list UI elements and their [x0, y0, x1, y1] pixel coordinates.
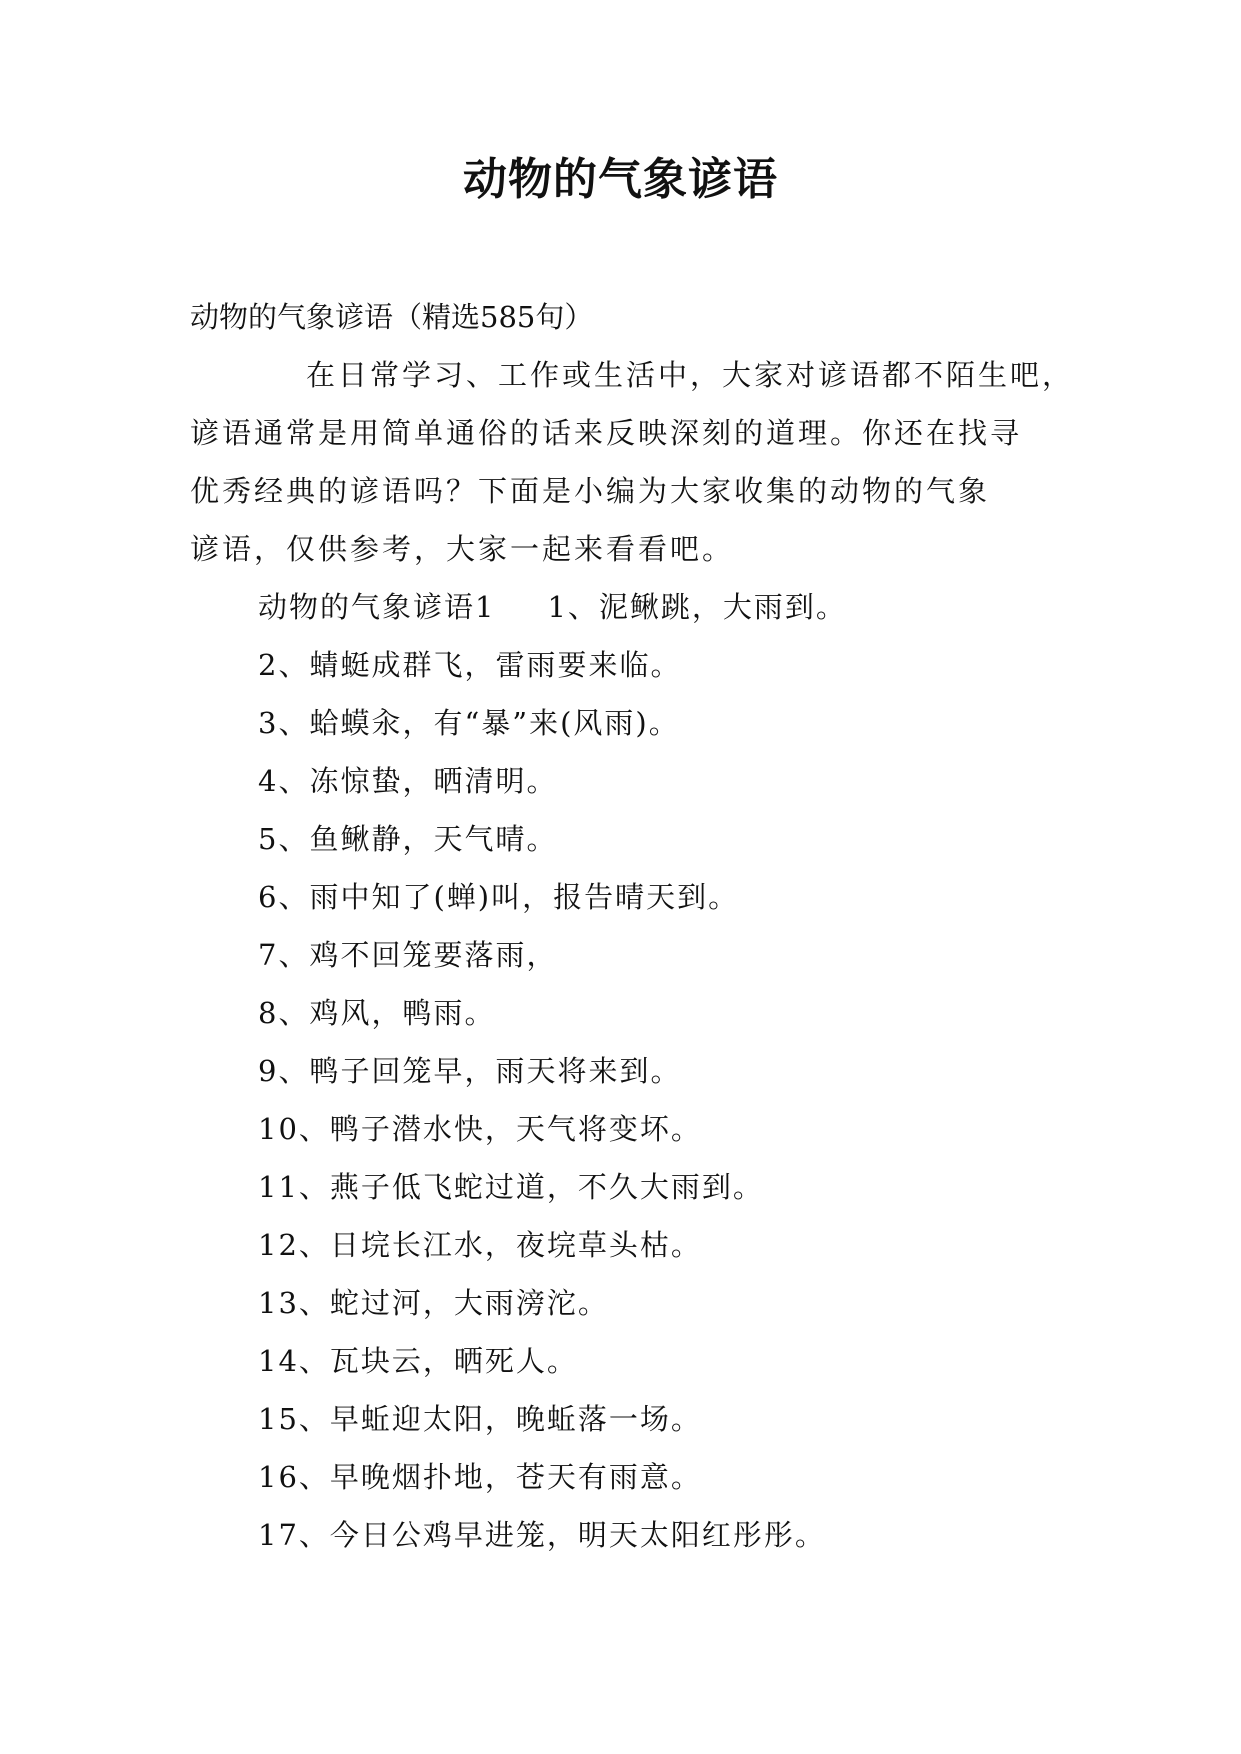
list-item: 1、泥鳅跳，大雨到。	[547, 590, 847, 624]
intro-line: 谚语通常是用简单通俗的话来反映深刻的道理。你还在找寻	[190, 416, 1023, 450]
intro-line: 谚语，仅供参考，大家一起来看看吧。	[190, 532, 735, 566]
list-item: 6、雨中知了(蝉)叫，报告晴天到。	[258, 880, 740, 914]
list-item: 12、日垸长江水，夜垸草头枯。	[258, 1228, 702, 1262]
intro-line: 优秀经典的谚语吗？下面是小编为大家收集的动物的气象	[190, 474, 991, 508]
section-heading: 动物的气象谚语1	[258, 590, 496, 624]
list-item: 4、冻惊蛰，晒清明。	[258, 764, 558, 798]
list-item: 14、瓦块云，晒死人。	[258, 1344, 578, 1378]
list-item: 2、蜻蜓成群飞，雷雨要来临。	[258, 648, 682, 682]
list-item: 15、早蚯迎太阳，晚蚯落一场。	[258, 1402, 702, 1436]
list-item: 3、蛤蟆汆，有“暴”来(风雨)。	[258, 706, 680, 740]
section-line	[190, 578, 1070, 636]
intro-line: 在日常学习、工作或生活中，大家对谚语都不陌生吧，	[306, 358, 1075, 392]
list-item: 11、燕子低飞蛇过道，不久大雨到。	[258, 1170, 764, 1204]
document-title: 动物的气象谚语	[463, 154, 778, 205]
list-item: 5、鱼鳅静，天气晴。	[258, 822, 558, 856]
list-item: 8、鸡风，鸭雨。	[258, 996, 496, 1030]
list-item: 10、鸭子潜水快，天气将变坏。	[258, 1112, 702, 1146]
document-body	[190, 288, 1075, 1564]
list-item: 9、鸭子回笼早，雨天将来到。	[258, 1054, 682, 1088]
list-item: 16、早晚烟扑地，苍天有雨意。	[258, 1460, 702, 1494]
intro-paragraph	[190, 346, 1075, 578]
list-item: 7、鸡不回笼要落雨，	[258, 938, 558, 972]
list-item: 17、今日公鸡早进笼，明天太阳红彤彤。	[258, 1518, 826, 1552]
list-item: 13、蛇过河，大雨滂沱。	[258, 1286, 609, 1320]
document-subtitle: 动物的气象谚语（精选585句）	[190, 300, 594, 334]
